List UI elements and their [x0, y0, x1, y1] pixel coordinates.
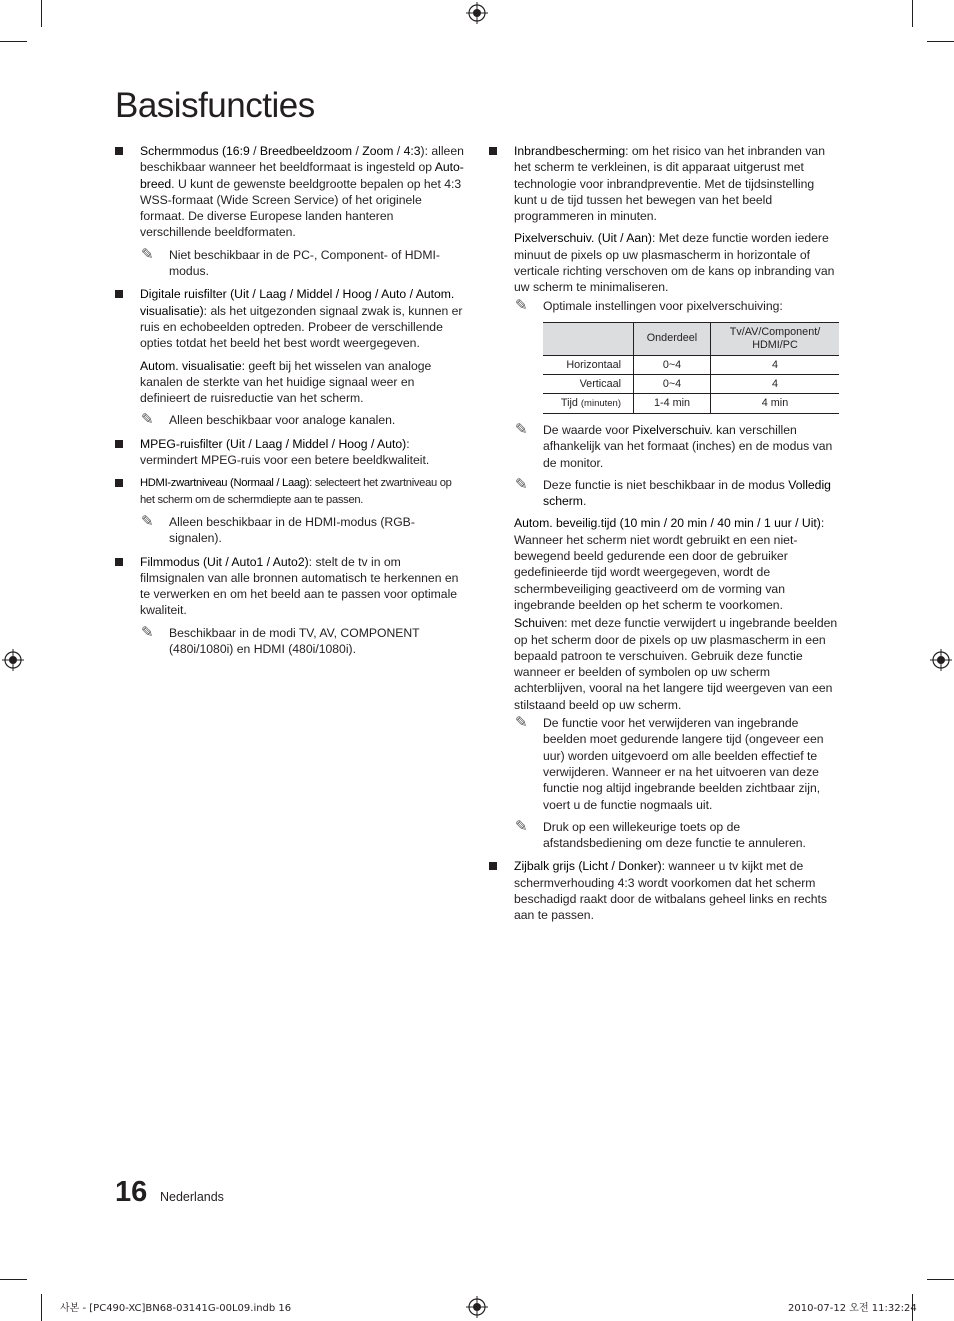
pencil-note-icon: ✎ — [141, 622, 154, 641]
option-name: Breedbeeldzoom — [259, 144, 353, 158]
table-header-cell: Onderdeel — [634, 322, 711, 355]
scroll-text — [514, 615, 839, 713]
note-text: De functie voor het verwijderen van ingebrande beelden moet gedurende langere tijd (ongeveer een uur) worden uitgevoerd om alle beelden effectief te verwijderen. Wanneer er na het uitvoeren van deze functie nog altijd ingebrande beelden zichtbaar zijn, voert u de functie nogmaals uit. — [543, 716, 824, 812]
hdmi-black-text — [140, 475, 465, 508]
body-text: : selecteert het zwartniveau op het scherm om de schermdiepte aan te passen. — [140, 477, 452, 506]
registration-mark-icon — [2, 649, 24, 671]
pencil-note-icon: ✎ — [141, 410, 154, 429]
option-name: Autom. visualisatie — [140, 358, 242, 373]
separator: / — [393, 144, 404, 158]
table-cell: 4 — [711, 374, 840, 393]
pixel-shift-table — [543, 322, 839, 414]
option-name: Volledig scherm — [543, 477, 831, 509]
square-bullet-icon — [115, 147, 123, 155]
list-item-screen-mode — [113, 143, 465, 279]
list-item-film-mode — [113, 554, 465, 658]
square-bullet-icon — [489, 147, 497, 155]
pencil-note-icon: ✎ — [515, 816, 528, 835]
square-bullet-icon — [115, 558, 123, 566]
pencil-note-icon: ✎ — [515, 713, 528, 732]
page-number: 16 — [115, 1176, 148, 1208]
table-row — [543, 374, 839, 393]
body-text: ): alleen beschikbaar wanneer het beeldformaat is ingesteld op — [140, 144, 464, 175]
side-gray-text — [514, 858, 839, 923]
note-text: Druk op een willekeurige toets op de afstandsbediening om deze functie te annuleren. — [543, 819, 806, 851]
note — [140, 622, 465, 658]
table-row — [543, 393, 839, 413]
option-name: Pixelverschuiv. — [632, 422, 713, 437]
option-name: Digitale ruisfilter (Uit / Laag / Middel / Hoog / Auto / Autom. visualisatie) — [140, 287, 455, 318]
registration-mark-icon — [466, 2, 488, 24]
option-name: Filmmodus (Uit / Auto1 / Auto2) — [140, 554, 309, 569]
table-row — [543, 355, 839, 374]
pencil-note-icon: ✎ — [141, 244, 154, 263]
crop-mark — [41, 1294, 42, 1321]
option-name: 4:3 — [403, 144, 421, 158]
crop-mark — [912, 0, 913, 27]
burn-in-text — [514, 143, 839, 224]
digital-noise-text — [140, 286, 465, 351]
film-mode-text — [140, 554, 465, 619]
body-text: : met deze functie verwijdert u ingebrande beelden op het scherm door de pixels op uw plasmascherm in een bepaald patroon te verschuiven. Gebruik deze functie wanneer er beelden of symbolen op uw scherm achterblijven, vooral na het langere tijd weergeven van een stilstaand beeld op uw scherm. — [514, 616, 838, 712]
note — [140, 511, 465, 547]
note-text: De waarde voor — [543, 422, 633, 437]
auto-visual-text — [140, 358, 465, 407]
option-name: Schermmodus (16:9 — [140, 144, 250, 158]
note-text: Beschikbaar in de modi TV, AV, COMPONENT (480i/1080i) en HDMI (480i/1080i). — [169, 625, 420, 657]
body-text: : geeft bij het wisselen van analoge kanalen de sterkte van het huidige signaal weer en definieert de ruisreductie van het scherm. — [140, 358, 432, 406]
note — [514, 295, 839, 314]
table-header-cell: Tv/AV/Component/ HDMI/PC — [711, 322, 840, 355]
option-name: Zijbalk grijs (Licht / Donker) — [514, 859, 662, 874]
screen-mode-text — [140, 143, 465, 241]
pencil-note-icon: ✎ — [515, 295, 528, 314]
pencil-note-icon: ✎ — [141, 511, 154, 530]
body-text: : om het risico van het inbranden van het scherm te verkleinen, is dit apparaat uitgerust met technologie voor inbrandpreventie. Met de tijdsinstelling kunt u de tijd tussen het bewegen van het beeld programmeren in minuten. — [514, 144, 825, 224]
option-name: MPEG-ruisfilter (Uit / Laag / Middel / Hoog / Auto) — [140, 436, 407, 451]
note — [140, 244, 465, 280]
pencil-note-icon: ✎ — [515, 419, 528, 438]
list-item-burn-in — [487, 143, 839, 851]
body-text: : wanneer u tv kijkt met de schermverhouding 4:3 wordt voorkomen dat het scherm beschadigd raakt door de witbalans geheel links en rechts aan te passen. — [514, 859, 828, 923]
page-title: Basisfuncties — [115, 86, 315, 125]
pixel-shift-table-wrapper — [514, 322, 839, 414]
body-text: : vermindert MPEG-ruis voor een betere beeldkwaliteit. — [140, 436, 430, 468]
auto-protect-text — [514, 515, 839, 613]
square-bullet-icon — [115, 479, 123, 487]
table-cell-label: Verticaal — [543, 374, 634, 393]
table-header-row — [543, 322, 839, 355]
square-bullet-icon — [115, 440, 123, 448]
option-name: Schuiven — [514, 616, 565, 631]
list-item-side-gray — [487, 858, 839, 923]
pixel-shift-text — [514, 230, 839, 295]
note-text: Alleen beschikbaar voor analoge kanalen. — [169, 413, 396, 428]
table-cell: 4 min — [711, 393, 840, 413]
registration-mark-icon — [930, 649, 952, 671]
list-item-hdmi-black — [113, 475, 465, 546]
option-name: HDMI-zwartniveau (Normaal / Laag) — [140, 477, 310, 490]
body-text: : als het uitgezonden signaal zwak is, kunnen er ruis en echobeelden optreden. Probeer de verschillende opties totdat het beeld het best wordt weergegeven. — [140, 303, 463, 351]
note-text: Optimale instellingen voor pixelverschuiving: — [543, 298, 783, 313]
option-name: Autom. beveilig.tijd (10 min / 20 min / 40 min / 1 uur / Uit) — [514, 516, 821, 531]
table-cell-label: Tijd (minuten) — [543, 393, 634, 413]
right-column — [487, 143, 839, 931]
note-text: Alleen beschikbaar in de HDMI-modus (RGB-signalen). — [169, 514, 415, 546]
table-cell: 1-4 min — [634, 393, 711, 413]
note — [514, 419, 839, 471]
note-text: . — [582, 494, 587, 509]
table-cell-label: Horizontaal — [543, 355, 634, 374]
note — [514, 816, 839, 852]
table-cell: 0~4 — [634, 374, 711, 393]
crop-mark — [0, 41, 27, 42]
option-name: Zoom — [362, 144, 394, 158]
separator: / — [249, 144, 260, 158]
print-footer-date: 2010-07-12 오전 11:32:24 — [788, 1303, 917, 1314]
crop-mark — [927, 1279, 954, 1280]
crop-mark — [927, 41, 954, 42]
note — [140, 412, 465, 428]
body-text: : Met deze functie worden iedere minuut de pixels op uw plasmascherm in horizontale of verticale richting verschoven om de kans op inbranding van uw scherm te minimaliseren. — [514, 231, 835, 295]
list-item-mpeg-noise — [113, 436, 465, 469]
note — [514, 715, 839, 813]
crop-mark — [41, 0, 42, 27]
list-item-digital-noise — [113, 286, 465, 428]
square-bullet-icon — [115, 290, 123, 298]
body-text: . U kunt de gewenste beeldgrootte bepalen op het 4:3 WSS-formaat (Wide Screen Service) of het originele formaat. De diverse Europese landen hanteren verschillende beeldformaten. — [140, 176, 462, 240]
left-column — [113, 143, 465, 664]
table-cell: 0~4 — [634, 355, 711, 374]
note — [514, 474, 839, 510]
body-text: : Wanneer het scherm niet wordt gebruikt en een niet-bewegend beeld gedurende een door de gebruiker gedefinieerde tijd wordt weergegeven, wordt de schermbeveiliging geactiveerd om de vorming van ingebrande beelden op het scherm te voorkomen. — [514, 516, 825, 612]
option-name: Pixelverschuiv. (Uit / Aan) — [514, 231, 652, 246]
language-label: Nederlands — [160, 1190, 224, 1204]
mpeg-noise-text — [140, 436, 465, 469]
option-name: Inbrandbescherming — [514, 144, 626, 158]
crop-mark — [0, 1279, 27, 1280]
separator: / — [352, 144, 363, 158]
square-bullet-icon — [489, 862, 497, 870]
option-name: Auto-breed — [140, 160, 464, 191]
body-text: : stelt de tv in om filmsignalen van alle bronnen automatisch te herkennen en te verwerken en om het beeld aan te passen voor optimale kwaliteit. — [140, 554, 459, 618]
registration-mark-icon — [466, 1296, 488, 1318]
table-cell: 4 — [711, 355, 840, 374]
pencil-note-icon: ✎ — [515, 474, 528, 493]
note-text: Deze functie is niet beschikbaar in de modus — [543, 477, 789, 492]
table-header-cell — [543, 322, 634, 355]
note-text: kan verschillen afhankelijk van het formaat (inches) en de modus van de monitor. — [543, 422, 833, 470]
note-text: Niet beschikbaar in de PC-, Component- of HDMI-modus. — [169, 247, 440, 279]
print-footer-file: 사본 - [PC490-XC]BN68-03141G-00L09.indb 16 — [60, 1303, 292, 1314]
